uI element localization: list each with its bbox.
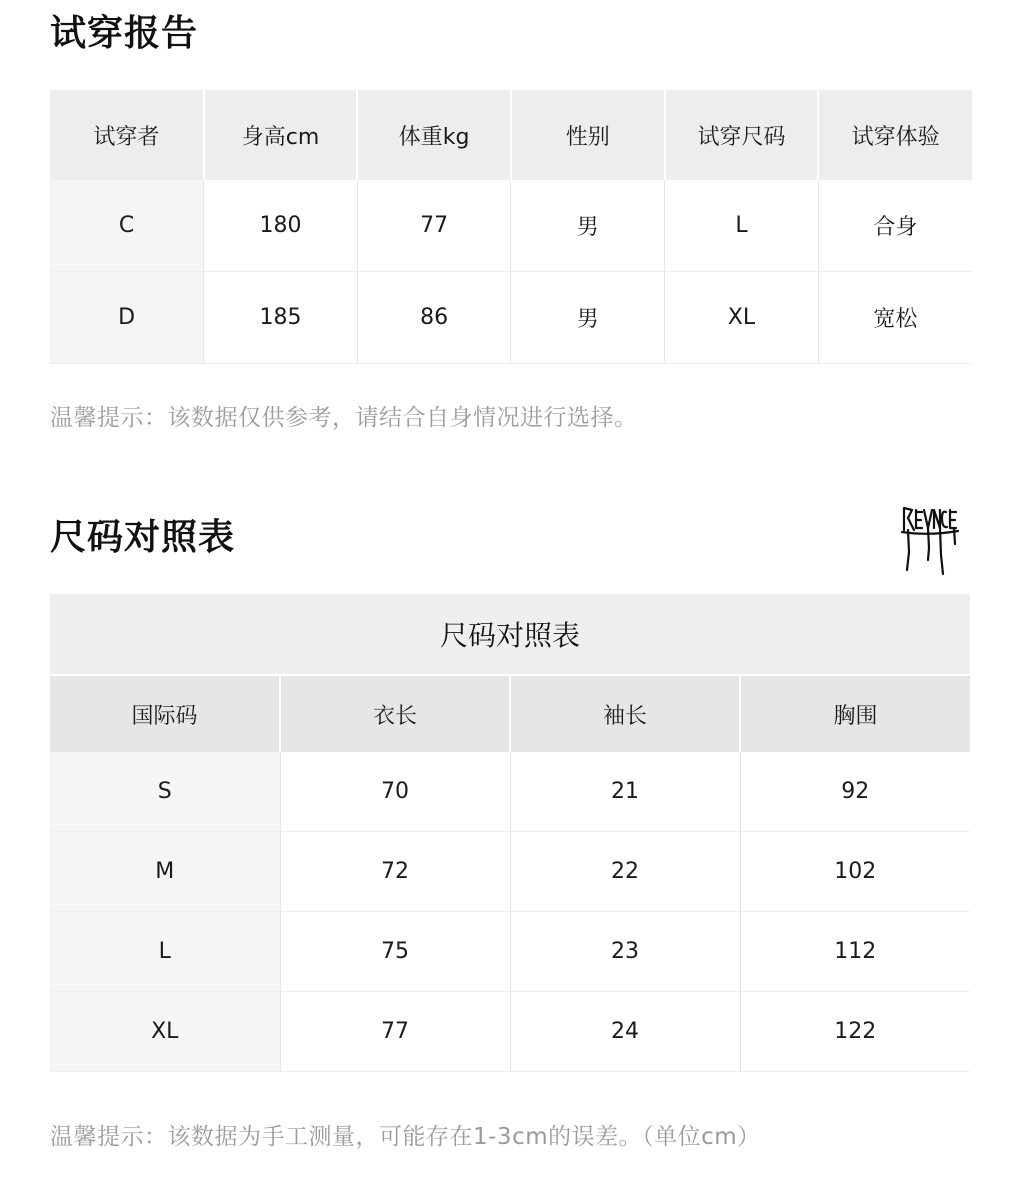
size-chart-caption-row [50,594,970,675]
table-row [50,752,970,832]
size-cell-sleeve: 23 [510,912,740,992]
try-report-table [50,90,972,364]
size-cell-chest: 102 [740,832,970,912]
try-report-header-row [50,90,972,180]
size-chart-table [50,594,970,1072]
try-header-gender: 性别 [511,90,665,180]
size-header-sleeve: 袖长 [510,675,740,752]
size-chart-note: 温馨提示：该数据为手工测量，可能存在1-3cm的误差。（单位cm） [50,1124,761,1150]
size-cell-length: 77 [280,992,510,1072]
size-cell-intl: L [50,912,280,992]
size-cell-intl: S [50,752,280,832]
table-row [50,992,970,1072]
size-cell-length: 70 [280,752,510,832]
size-chart-title: 尺码对照表 [50,517,236,558]
try-header-fit: 试穿体验 [818,90,972,180]
try-cell-size: XL [665,272,819,364]
table-row [50,180,972,272]
try-cell-height: 185 [204,272,358,364]
try-report-note: 温馨提示：该数据仅供参考，请结合自身情况进行选择。 [50,405,638,431]
gothic-signature-logo-icon [898,500,962,580]
size-cell-sleeve: 21 [510,752,740,832]
size-header-length: 衣长 [280,675,510,752]
size-header-chest: 胸围 [740,675,970,752]
table-row [50,272,972,364]
size-cell-length: 72 [280,832,510,912]
size-cell-sleeve: 22 [510,832,740,912]
try-header-size: 试穿尺码 [665,90,819,180]
size-chart-header-row [50,675,970,752]
table-row [50,832,970,912]
try-cell-gender: 男 [511,272,665,364]
size-cell-intl: M [50,832,280,912]
size-cell-chest: 92 [740,752,970,832]
try-header-weight: 体重kg [357,90,511,180]
size-cell-length: 75 [280,912,510,992]
try-report-title: 试穿报告 [50,13,199,54]
try-cell-height: 180 [204,180,358,272]
try-cell-weight: 77 [357,180,511,272]
try-cell-tester: D [50,272,204,364]
try-cell-tester: C [50,180,204,272]
size-header-intl: 国际码 [50,675,280,752]
try-cell-size: L [665,180,819,272]
try-cell-fit: 宽松 [818,272,972,364]
try-cell-fit: 合身 [818,180,972,272]
size-cell-intl: XL [50,992,280,1072]
try-header-height: 身高cm [204,90,358,180]
size-cell-chest: 122 [740,992,970,1072]
size-cell-chest: 112 [740,912,970,992]
size-cell-sleeve: 24 [510,992,740,1072]
try-cell-gender: 男 [511,180,665,272]
try-cell-weight: 86 [357,272,511,364]
try-header-tester: 试穿者 [50,90,204,180]
table-row [50,912,970,992]
size-chart-caption: 尺码对照表 [50,594,970,675]
